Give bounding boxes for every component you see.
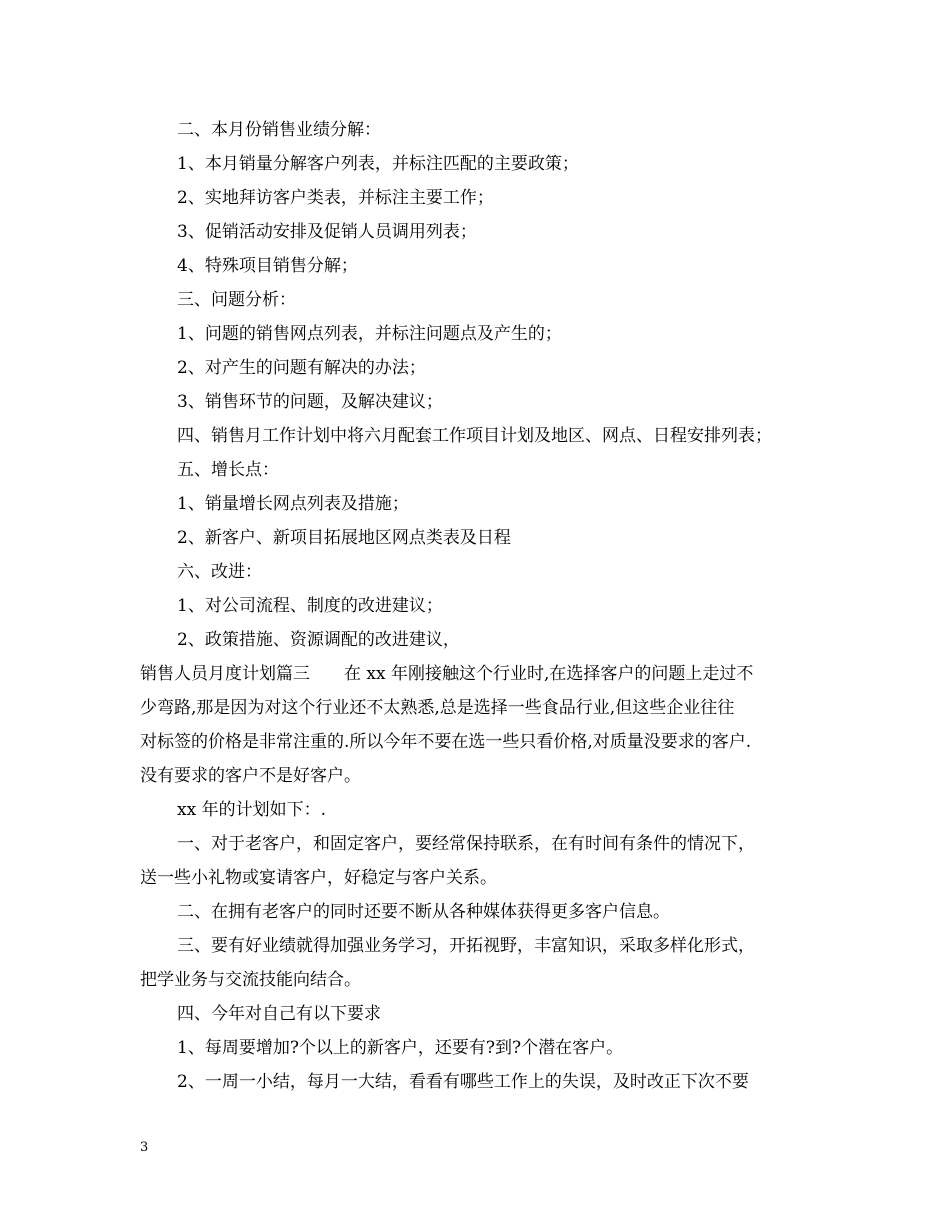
- text-line: 四、销售月工作计划中将六月配套工作项目计划及地区、网点、日程安排列表；: [177, 426, 772, 446]
- section-heading-line: 销售人员月度计划篇三 在 xx 年刚接触这个行业时,在选择客户的问题上走过不: [140, 664, 754, 684]
- text-line: xx 年的计划如下：.: [177, 800, 326, 820]
- text-line: 一、对于老客户，和固定客户，要经常保持联系，在有时间有条件的情况下，: [177, 834, 755, 854]
- text-line: 送一些小礼物或宴请客户，好稳定与客户关系。: [140, 868, 497, 888]
- text-line: 2、一周一小结，每月一大结，看看有哪些工作上的失误，及时改正下次不要: [177, 1072, 749, 1092]
- text-line: 2、实地拜访客户类表，并标注主要工作；: [177, 188, 494, 208]
- text-line: 六、改进：: [177, 562, 262, 582]
- text-line: 3、销售环节的问题，及解决建议；: [177, 392, 443, 412]
- text-line: 2、新客户、新项目拓展地区网点类表及日程: [177, 528, 511, 548]
- text-line: 1、销量增长网点列表及措施；: [177, 494, 409, 514]
- text-line: 三、要有好业绩就得加强业务学习，开拓视野，丰富知识，采取多样化形式，: [177, 936, 755, 956]
- text-line: 二、在拥有老客户的同时还要不断从各种媒体获得更多客户信息。: [177, 902, 670, 922]
- text-line: 没有要求的客户不是好客户。: [140, 766, 361, 786]
- text-line: 1、问题的销售网点列表，并标注问题点及产生的；: [177, 324, 562, 344]
- text-line: 1、本月销量分解客户列表，并标注匹配的主要政策；: [177, 154, 579, 174]
- text-line: 1、每周要增加?个以上的新客户，还要有?到?个潜在客户。: [177, 1038, 624, 1058]
- text-line: 三、问题分析：: [177, 290, 296, 310]
- text-line: 二、本月份销售业绩分解：: [177, 120, 381, 140]
- page-number: 3: [140, 1140, 149, 1155]
- text-line: 少弯路,那是因为对这个行业还不太熟悉,总是选择一些食品行业,但这些企业往往: [140, 698, 735, 718]
- text-line: 把学业务与交流技能向结合。: [140, 970, 361, 990]
- text-line: 五、增长点：: [177, 460, 279, 480]
- text-line: 1、对公司流程、制度的改进建议；: [177, 596, 443, 616]
- text-line: 2、对产生的问题有解决的办法；: [177, 358, 426, 378]
- text-line: 对标签的价格是非常注重的.所以今年不要在选一些只看价格,对质量没要求的客户.: [140, 732, 752, 752]
- text-line: 3、促销活动安排及促销人员调用列表；: [177, 222, 477, 242]
- text-line: 2、政策措施、资源调配的改进建议，: [177, 630, 460, 650]
- text-line: 四、今年对自己有以下要求: [177, 1004, 381, 1024]
- text-line: 4、特殊项目销售分解；: [177, 256, 358, 276]
